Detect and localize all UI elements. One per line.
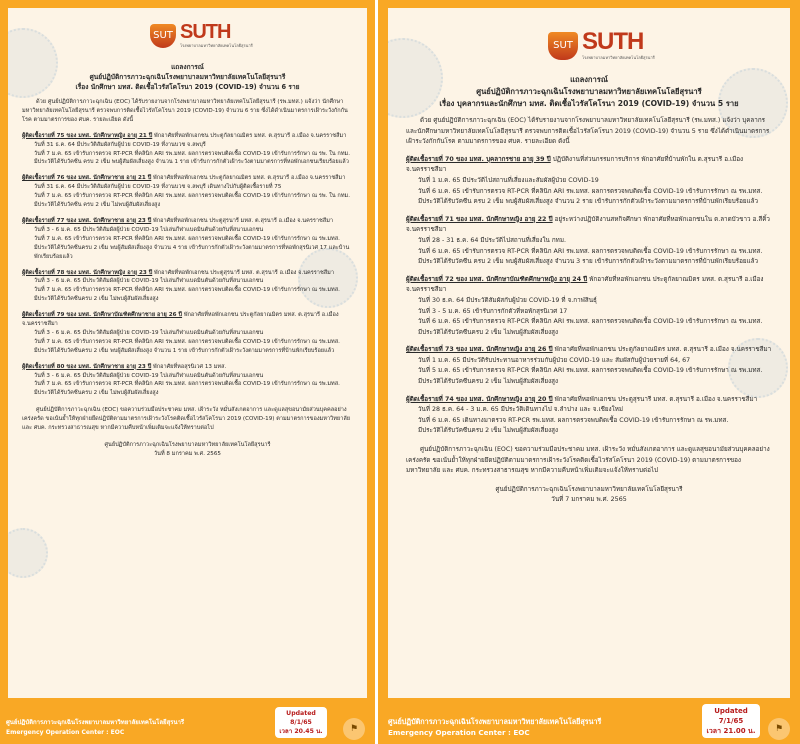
case-detail-line: วันที่ 7 ม.ค. 65 เข้ารับการตรวจ RT-PCR ที่คลินิก ARI รพ.มทส. ผลการตรวจพบติดเชื้อ COVID-19 เข้ารับการรักษา ณ รพ. ใน กทม. bbox=[34, 150, 350, 157]
case-header bbox=[406, 275, 772, 296]
announcement-subject: เรื่อง นักศึกษา มทส. ติดเชื้อไวรัสโคโรนา 2019 (COVID-19) จำนวน 6 ราย bbox=[75, 83, 300, 91]
case-detail-line: มีประวัติได้รับวัคซีนครบ 2 เข็ม ไม่พบผู้สัมผัสเสี่ยงสูง bbox=[34, 296, 159, 303]
case-residence: พักอาศัยที่หอพักเอกชน ประตูกัลยาณมิตร มทส. ต.สุรนารี อ.เมือง จ.นครราชสีมา bbox=[152, 132, 347, 139]
case-detail-line: มีประวัติได้รับวัคซีน ครบ 2 เข็ม พบผู้สัมผัสเสี่ยงสูง จำนวน 1 ราย เข้ารับการกักตัวเฝ้าระวังตามมาตรการที่หอพักเอกชนเรียบร้อยแล้ว bbox=[34, 159, 349, 166]
case-header bbox=[406, 395, 772, 406]
case-title: ผู้ติดเชื้อรายที่ 79 ของ มทส. นักศึกษาบัณฑิตศึกษาชาย อายุ 26 ปี bbox=[22, 312, 183, 319]
updated-time: เวลา 20.45 น. bbox=[279, 728, 323, 735]
case-detail-line: มีประวัติได้รับวัคซีนครบ 2 เข็ม ไม่พบผู้สัมผัสเสี่ยงสูง bbox=[418, 328, 559, 336]
case-detail-line: วันที่ 6 ม.ค. 65 เข้ารับการตรวจ RT-PCR ที่คลินิก ARI รพ.มทส. ผลการตรวจพบติดเชื้อ COVID-19 เข้ารับการรักษา ณ รพ.มทส. bbox=[418, 187, 763, 195]
case-entry bbox=[22, 132, 353, 168]
case-detail-line: วันที่ 3 - 5 ม.ค. 65 เข้ารับการกักตัวที่หอพักสุรนิเวศ 17 bbox=[418, 307, 568, 315]
case-title: ผู้ติดเชื้อรายที่ 73 ของ มทส. นักศึกษาหญิง อายุ 26 ปี bbox=[406, 346, 553, 354]
announcement-footnote: ศูนย์ปฏิบัติการภาวะฉุกเฉิน (EOC) ขอความร่วมมือประชาคม มทส. เฝ้าระวัง หมั่นสังเกตอาการ และดูแลสุขอนามัยส่วนบุคคลอย่างเคร่งครัด ขอเน้นย้ำให้ทุกฝ่ายยึดปฏิบัติตามมาตรการเฝ้าระวังโรคติดเชื้อไวรัสโคโรนา 2019 (COVID-19) ตามมาตรการของมหาวิทยาลัย และ ศบค. กระทรวงสาธารณสุข หากมีความคืบหน้าเพิ่มเติมจะแจ้งให้ทราบต่อไป bbox=[406, 446, 770, 475]
case-detail-line: มีประวัติได้รับวัคซีนครบ 2 เข็ม ไม่พบผู้สัมผัสเสี่ยงสูง bbox=[34, 390, 159, 397]
footer-org-thai: ศูนย์ปฏิบัติการภาวะฉุกเฉินโรงพยาบาลมหาวิทยาลัยเทคโนโลยีสุรนารี bbox=[6, 719, 185, 726]
case-header bbox=[22, 132, 353, 141]
announcement-panel-right bbox=[378, 0, 800, 744]
case-title: ผู้ติดเชื้อรายที่ 71 ของ มทส. นักศึกษาหญิง อายุ 22 ปี bbox=[406, 215, 553, 223]
footer-bar bbox=[0, 698, 375, 744]
announcement-panel-left bbox=[0, 0, 375, 744]
case-title: ผู้ติดเชื้อรายที่ 80 ของ มทส. นักศึกษาชาย อายุ 23 ปี bbox=[22, 363, 152, 370]
megaphone-icon: ⚑ bbox=[343, 718, 365, 740]
case-title: ผู้ติดเชื้อรายที่ 77 ของ มทส. นักศึกษาชาย อายุ 23 ปี bbox=[22, 217, 152, 224]
case-entry bbox=[406, 395, 772, 437]
announcement-heading: แถลงการณ์ bbox=[171, 63, 204, 71]
announcement-intro: ด้วย ศูนย์ปฏิบัติการภาวะฉุกเฉิน (EOC) ได้รับรายงานจากโรงพยาบาลมหาวิทยาลัยเทคโนโลยีสุรนารี (รพ.มทส.) แจ้งว่า นักศึกษามหาวิทยาลัยเทคโนโลยีสุรนารี ตรวจพบการติดเชื้อไวรัสโคโรนา 2019 (COVID-19) จำนวน 6 ราย ซึ่งได้ดำเนินมาตรการเฝ้าระวังกักกันโรค ตามมาตรการของ ศบค. รายละเอียด ดังนี้ bbox=[22, 99, 348, 123]
suth-logo bbox=[548, 30, 655, 61]
signature-org: ศูนย์ปฏิบัติการภาวะฉุกเฉินโรงพยาบาลมหาวิทยาลัยเทคโนโลยีสุรนารี bbox=[495, 485, 683, 493]
case-list bbox=[406, 155, 772, 437]
case-residence: พักอาศัยที่หอสุรนิเวศ 13 มทส. bbox=[151, 363, 227, 370]
case-residence: พักอาศัยที่หอพักเอกชน ประตูกัลยาณมิตร มทส. ต.สุรนารี อ.เมือง จ.นครราชสีมา bbox=[151, 175, 346, 182]
announcement-body bbox=[8, 62, 367, 459]
case-detail-line: วันที่ 6 ม.ค. 65 เข้ารับการตรวจ RT-PCR ที่คลินิก ARI รพ.มทส. ผลการตรวจพบติดเชื้อ COVID-19 เข้ารับการรักษา ณ รพ.มทส. bbox=[418, 318, 763, 326]
case-entry bbox=[406, 275, 772, 339]
case-title: ผู้ติดเชื้อรายที่ 78 ของ มทส. นักศึกษาหญิง อายุ 23 ปี bbox=[22, 269, 153, 276]
case-title: ผู้ติดเชื้อรายที่ 72 ของ มทส. นักศึกษาบัณฑิตศึกษาหญิง อายุ 24 ปี bbox=[406, 275, 588, 283]
case-header bbox=[406, 215, 772, 236]
updated-badge bbox=[275, 707, 327, 738]
announcement-body bbox=[388, 74, 790, 506]
footer-label bbox=[388, 716, 601, 738]
announcement-paper bbox=[388, 8, 790, 698]
case-detail-line: วันที่ 7 ม.ค. 65 เข้ารับการตรวจ RT-PCR ที่คลินิก ARI รพ.มทส. ผลการตรวจพบติดเชื้อ COVID-19 เข้ารับการรักษา ณ รพ.มทส. bbox=[34, 381, 340, 388]
case-entry bbox=[22, 217, 353, 262]
case-detail-line: วันที่ 6 ม.ค. 65 เดินทางมาตรวจ RT-PCR รพ.มทส. ผลการตรวจพบติดเชื้อ COVID-19 เข้ารับการรักษา ณ รพ.มทส. bbox=[418, 416, 729, 424]
signature-block bbox=[406, 485, 772, 506]
case-detail-line: วันที่ 7 ม.ค. 65 เข้ารับการตรวจ RT-PCR ที่คลินิก ARI รพ.มทส. ผลการตรวจพบติดเชื้อ COVID-19 เข้ารับการรักษา ณ รพ.มทส. bbox=[34, 338, 340, 345]
announcement-org: ศูนย์ปฏิบัติการภาวะฉุกเฉินโรงพยาบาลมหาวิทยาลัยเทคโนโลยีสุรนารี bbox=[89, 73, 286, 81]
virus-decoration bbox=[8, 528, 48, 578]
case-header bbox=[22, 363, 353, 372]
case-header bbox=[406, 345, 772, 356]
hospital-emblem-icon: SUT bbox=[548, 32, 578, 60]
case-entry bbox=[406, 215, 772, 268]
updated-date: Updated 7/1/65 bbox=[714, 707, 748, 725]
logo-text: SUTH bbox=[582, 28, 644, 55]
case-header bbox=[22, 174, 353, 183]
case-entry bbox=[22, 174, 353, 210]
case-title: ผู้ติดเชื้อรายที่ 74 ของ มทส. นักศึกษาหญิง อายุ 20 ปี bbox=[406, 395, 553, 403]
case-detail-line: มีประวัติได้รับวัคซีน ครบ 2 เข็ม พบผู้สัมผัสเสี่ยงสูง จำนวน 3 ราย เข้ารับการกักตัวเฝ้าระวังตามมาตรการที่บ้านพักเรียบร้อยแล้ว bbox=[418, 258, 758, 266]
case-residence: ปฏิบัติงานที่ส่วนกรรมการบริการ พักอาศัยที่บ้านพักใน ต.สุรนารี อ.เมือง จ.นครราชสีมา bbox=[406, 155, 744, 174]
case-detail-line: วันที่ 28 - 31 ธ.ค. 64 มีประวัติไปสถานที่เสี่ยงใน กทม. bbox=[418, 236, 566, 244]
signature-date: วันที่ 8 มกราคม พ.ศ. 2565 bbox=[153, 450, 221, 457]
footer-org-thai: ศูนย์ปฏิบัติการภาวะฉุกเฉินโรงพยาบาลมหาวิทยาลัยเทคโนโลยีสุรนารี bbox=[388, 717, 602, 726]
case-residence: พักอาศัยที่หอพักเอกชน ประตูสุรนารี มทส. ต.สุรนารี อ.เมือง จ.นครราชสีมา bbox=[151, 217, 334, 224]
updated-date: Updated 8/1/65 bbox=[286, 710, 316, 726]
case-detail-line: วันที่ 3 - 6 ม.ค. 65 มีประวัติสัมผัสผู้ป่วย COVID-19 ไปเล่นกีฬาแบดมินตันด้วยกันที่สนามเอกชน bbox=[34, 278, 264, 285]
case-list bbox=[22, 132, 353, 399]
logo-text: SUTH bbox=[180, 21, 231, 43]
case-detail-line: วันที่ 1 ม.ค. 65 มีประวัติไปสถานที่เสี่ยงและสัมผัสผู้ป่วย COVID-19 bbox=[418, 176, 599, 184]
suth-logo bbox=[150, 22, 253, 49]
case-header bbox=[22, 217, 353, 226]
megaphone-icon: ⚑ bbox=[768, 718, 790, 740]
case-residence: พักอาศัยที่หอพักเอกชน ประตูสุรนารี มทส. ต.สุรนารี อ.เมือง จ.นครราชสีมา bbox=[152, 269, 334, 276]
footer-org-english: Emergency Operation Center : EOC bbox=[388, 728, 530, 737]
logo-subtitle: โรงพยาบาลมหาวิทยาลัยเทคโนโลยีสุรนารี bbox=[180, 43, 253, 48]
case-detail-line: วันที่ 3 - 6 ม.ค. 65 มีประวัติสัมผัสผู้ป่วย COVID-19 ไปเล่นกีฬาแบดมินตันด้วยกันที่สนามเอกชน bbox=[34, 226, 264, 233]
footer-label bbox=[6, 718, 184, 738]
announcement-org: ศูนย์ปฏิบัติการภาวะฉุกเฉินโรงพยาบาลมหาวิทยาลัยเทคโนโลยีสุรนารี bbox=[476, 87, 702, 96]
case-residence: อยู่ระหว่างปฏิบัติงานสหกิจศึกษา พักอาศัยที่หอพักเอกชนใน ต.ลาดบัวขาว อ.สีคิ้ว จ.นครราชสีมา bbox=[406, 215, 770, 234]
case-residence: พักอาศัยที่หอพักเอกชน ประตูกัลยาณมิตร มทส. ต.สุรนารี อ.เมือง จ.นครราชสีมา bbox=[406, 275, 764, 294]
case-entry bbox=[22, 363, 353, 399]
case-entry bbox=[406, 155, 772, 208]
case-detail-line: วันที่ 7 ม.ค. 65 เข้ารับการตรวจ RT-PCR ที่คลินิก ARI รพ.มทส. ผลการตรวจพบติดเชื้อ COVID-19 เข้ารับการรักษา ณ รพ.มทส. bbox=[34, 287, 340, 294]
case-detail-line: มีประวัติได้รับวัคซีนครบ 2 เข็ม พบผู้สัมผัสเสี่ยงสูง จำนวน 1 ราย เข้ารับการกักตัวเฝ้าระวังตามมาตรการที่บ้านพักเรียบร้อยแล้ว bbox=[34, 347, 335, 354]
announcement-footnote: ศูนย์ปฏิบัติการภาวะฉุกเฉิน (EOC) ขอความร่วมมือประชาคม มทส. เฝ้าระวัง หมั่นสังเกตอาการ และดูแลสุขอนามัยส่วนบุคคลอย่างเคร่งครัด ขอเน้นย้ำให้ทุกฝ่ายยึดปฏิบัติตามมาตรการเฝ้าระวังโรคติดเชื้อไวรัสโคโรนา 2019 (COVID-19) ตามมาตรการของมหาวิทยาลัย และ ศบค. กระทรวงสาธารณสุข หากมีความคืบหน้าเพิ่มเติมจะแจ้งให้ทราบต่อไป bbox=[22, 407, 351, 432]
case-detail-line: วันที่ 7 ม.ค. 65 เข้ารับการตรวจ RT-PCR ที่คลินิก ARI รพ.มทส. ผลการตรวจพบติดเชื้อ COVID-19 เข้ารับการรักษา ณ รพ.มทส. bbox=[34, 235, 340, 242]
case-detail-line: วันที่ 31 ธ.ค. 64 มีประวัติสัมผัสกับผู้ป่วย COVID-19 ที่งานบวช จ.ลพบุรี เดินทางไปกับผู้ติดเชื้อรายที่ 75 bbox=[34, 184, 282, 191]
case-header bbox=[22, 311, 353, 329]
case-detail-line: วันที่ 3 - 6 ม.ค. 65 มีประวัติสัมผัสผู้ป่วย COVID-19 ไปเล่นกีฬาแบดมินตันด้วยกันที่สนามเอกชน bbox=[34, 372, 264, 379]
announcement-heading: แถลงการณ์ bbox=[570, 75, 608, 84]
case-residence: พักอาศัยที่หอพักเอกชน ประตูกัลยาณมิตร มทส. ต.สุรนารี อ.เมือง จ.นครราชสีมา bbox=[552, 346, 772, 354]
case-title: ผู้ติดเชื้อรายที่ 76 ของ มทส. นักศึกษาชาย อายุ 21 ปี bbox=[22, 175, 152, 182]
case-detail-line: วันที่ 6 ม.ค. 65 เข้ารับการตรวจ RT-PCR ที่คลินิก ARI รพ.มทส. ผลการตรวจพบติดเชื้อ COVID-19 เข้ารับการรักษา ณ รพ.มทส. bbox=[418, 247, 763, 255]
case-detail-line: มีประวัติได้รับวัคซีนครบ 2 เข็ม ไม่พบผู้สัมผัสเสี่ยงสูง bbox=[418, 427, 559, 435]
announcement-subject: เรื่อง บุคลากรและนักศึกษา มทส. ติดเชื้อไวรัสโคโรนา 2019 (COVID-19) จำนวน 5 ราย bbox=[439, 99, 739, 108]
case-detail-line: วันที่ 30 ธ.ค. 64 มีประวัติสัมผัสกับผู้ป่วย COVID-19 ที่ จ.กาฬสินธุ์ bbox=[418, 296, 597, 304]
announcement-intro: ด้วย ศูนย์ปฏิบัติการภาวะฉุกเฉิน (EOC) ได้รับรายงานจากโรงพยาบาลมหาวิทยาลัยเทคโนโลยีสุรนารี (รพ.มทส.) แจ้งว่า บุคลากรและนักศึกษามหาวิทยาลัยเทคโนโลยีสุรนารี ตรวจพบการติดเชื้อไวรัสโคโรนา 2019 (COVID-19) จำนวน 5 ราย ซึ่งได้ดำเนินมาตรการเฝ้าระวังกักกันโรค ตามมาตรการของ ศบค. รายละเอียด ดังนี้ bbox=[406, 117, 770, 146]
case-detail-line: วันที่ 31 ธ.ค. 64 มีประวัติสัมผัสกับผู้ป่วย COVID-19 ที่งานบวช จ.ลพบุรี bbox=[34, 141, 206, 148]
updated-badge bbox=[702, 704, 760, 738]
case-detail-line: วันที่ 28 ธ.ค. 64 - 3 ม.ค. 65 มีประวัติเดินทางไป จ.ลำปาง และ จ.เชียงใหม่ bbox=[418, 406, 624, 414]
case-residence: พักอาศัยที่หอพักเอกชน ประตูกัลยาณมิตร มทส. ต.สุรนารี อ.เมือง จ.นครราชสีมา bbox=[22, 312, 339, 328]
case-title: ผู้ติดเชื้อรายที่ 75 ของ มทส. นักศึกษาหญิง อายุ 21 ปี bbox=[22, 132, 153, 139]
case-entry bbox=[22, 269, 353, 305]
case-detail-line: วันที่ 7 ม.ค. 65 เข้ารับการตรวจ RT-PCR ที่คลินิก ARI รพ.มทส. ผลการตรวจพบติดเชื้อ COVID-19 เข้ารับการรักษา ณ รพ. ใน กทม. bbox=[34, 193, 350, 200]
logo-subtitle: โรงพยาบาลมหาวิทยาลัยเทคโนโลยีสุรนารี bbox=[582, 55, 655, 60]
case-detail-line: วันที่ 5 ม.ค. 65 เข้ารับการตรวจ RT-PCR ที่คลินิก ARI รพ.มทส. ผลการตรวจพบติดเชื้อ COVID-19 เข้ารับการรักษา ณ รพ.มทส. bbox=[418, 367, 763, 375]
case-detail-line: วันที่ 3 - 6 ม.ค. 65 มีประวัติสัมผัสผู้ป่วย COVID-19 ไปเล่นกีฬาแบดมินตันด้วยกันที่สนามเอกชน bbox=[34, 329, 264, 336]
signature-org: ศูนย์ปฏิบัติการภาวะฉุกเฉินโรงพยาบาลมหาวิทยาลัยเทคโนโลยีสุรนารี bbox=[104, 442, 271, 448]
case-title: ผู้ติดเชื้อรายที่ 70 ของ มทส. บุคลากรชาย อายุ 39 ปี bbox=[406, 155, 551, 163]
case-entry bbox=[406, 345, 772, 387]
signature-date: วันที่ 7 มกราคม พ.ศ. 2565 bbox=[551, 496, 627, 504]
case-entry bbox=[22, 311, 353, 356]
case-header bbox=[22, 269, 353, 278]
footer-org-english: Emergency Operation Center : EOC bbox=[6, 729, 125, 736]
case-detail-line: มีประวัติได้รับวัคซีน ครบ 2 เข็ม ไม่พบผู้สัมผัสเสี่ยงสูง bbox=[34, 202, 161, 209]
updated-time: เวลา 21.00 น. bbox=[706, 727, 756, 735]
case-detail-line: มีประวัติได้รับวัคซีน ครบ 2 เข็ม พบผู้สัมผัสเสี่ยงสูง จำนวน 2 ราย เข้ารับการกักตัวเฝ้าระวังตามมาตรการที่บ้านพักเรียบร้อยแล้ว bbox=[418, 198, 758, 206]
case-detail-line: มีประวัติได้รับวัคซีนครบ 2 เข็ม พบผู้สัมผัสเสี่ยงสูง จำนวน 4 ราย เข้ารับการกักตัวเฝ้าระวังตามมาตรการที่หอพักสุรนิเวศ 17 และบ้านพักเรียบร้อยแล้ว bbox=[34, 244, 350, 260]
case-detail-line: มีประวัติได้รับวัคซีนครบ 2 เข็ม ไม่พบผู้สัมผัสเสี่ยงสูง bbox=[418, 378, 559, 386]
announcement-paper bbox=[8, 8, 367, 698]
case-residence: พักอาศัยที่หอพักเอกชน ประตูสุรนารี มทส. ต.สุรนารี อ.เมือง จ.นครราชสีมา bbox=[552, 395, 758, 403]
footer-bar bbox=[378, 698, 800, 744]
signature-block bbox=[22, 441, 353, 459]
hospital-emblem-icon: SUT bbox=[150, 24, 176, 48]
case-detail-line: วันที่ 1 ม.ค. 65 มีประวัติรับประทานอาหารร่วมกับผู้ป่วย COVID-19 และ สัมผัสกับผู้ป่วยรายที่ 64, 67 bbox=[418, 356, 691, 364]
case-header bbox=[406, 155, 772, 176]
